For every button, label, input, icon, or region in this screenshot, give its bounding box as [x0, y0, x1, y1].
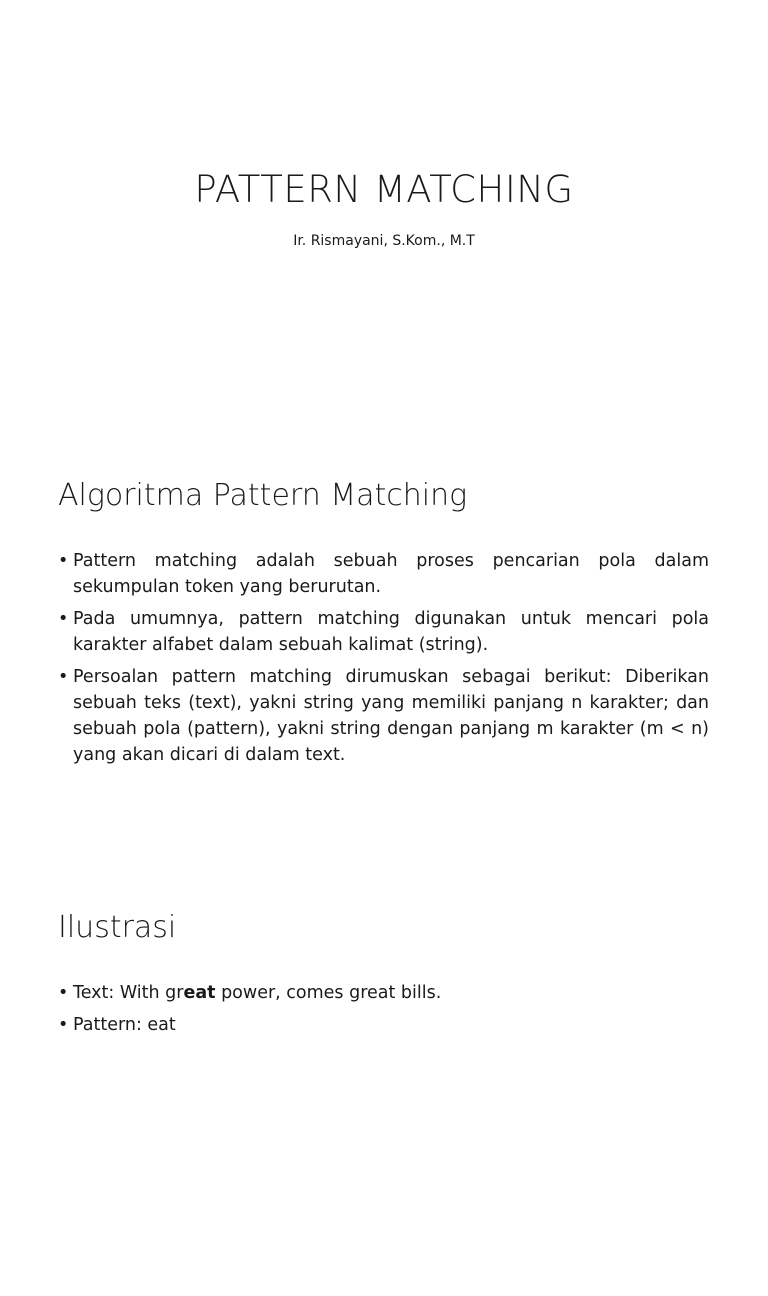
list-item — [58, 1012, 709, 1038]
text-prefix: Text: With gr — [73, 983, 184, 1003]
list-item — [58, 606, 709, 658]
bullet-icon: • — [58, 609, 69, 629]
bullet-text: Pada umumnya, pattern matching digunakan untuk mencari pola karakter alfabet dalam sebuah kalimat (string). — [73, 609, 709, 655]
matched-substring: eat — [183, 983, 216, 1003]
algorithm-slide — [0, 432, 768, 864]
slide-heading: Algoritma Pattern Matching — [58, 478, 468, 513]
bullet-icon: • — [58, 551, 69, 571]
bullet-list — [58, 980, 709, 1044]
list-item — [58, 980, 709, 1006]
author-subtitle: Ir. Rismayani, S.Kom., M.T — [293, 233, 475, 249]
bullet-list — [58, 548, 709, 774]
bullet-text: Pattern: eat — [73, 1015, 176, 1035]
list-item — [58, 664, 709, 768]
list-item — [58, 548, 709, 600]
presentation-title: PATTERN MATCHING — [194, 168, 574, 211]
bullet-icon: • — [58, 1015, 69, 1035]
bullet-text: Persoalan pattern matching dirumuskan sebagai berikut: Diberikan sebuah teks (text), yakni string yang memiliki panjang n karakter; dan sebuah pola (pattern), yakni string dengan panjang m karakter (m < n) yang akan dicari di dalam text. — [73, 667, 709, 765]
title-slide — [0, 0, 768, 432]
bullet-text — [73, 980, 709, 1006]
bullet-text: Pattern matching adalah sebuah proses pencarian pola dalam sekumpulan token yang berurutan. — [73, 551, 709, 597]
slide-heading: Ilustrasi — [58, 910, 177, 945]
illustration-slide — [0, 864, 768, 1296]
bullet-icon: • — [58, 667, 69, 687]
bullet-icon: • — [58, 983, 69, 1003]
text-suffix: power, comes great bills. — [215, 983, 442, 1003]
